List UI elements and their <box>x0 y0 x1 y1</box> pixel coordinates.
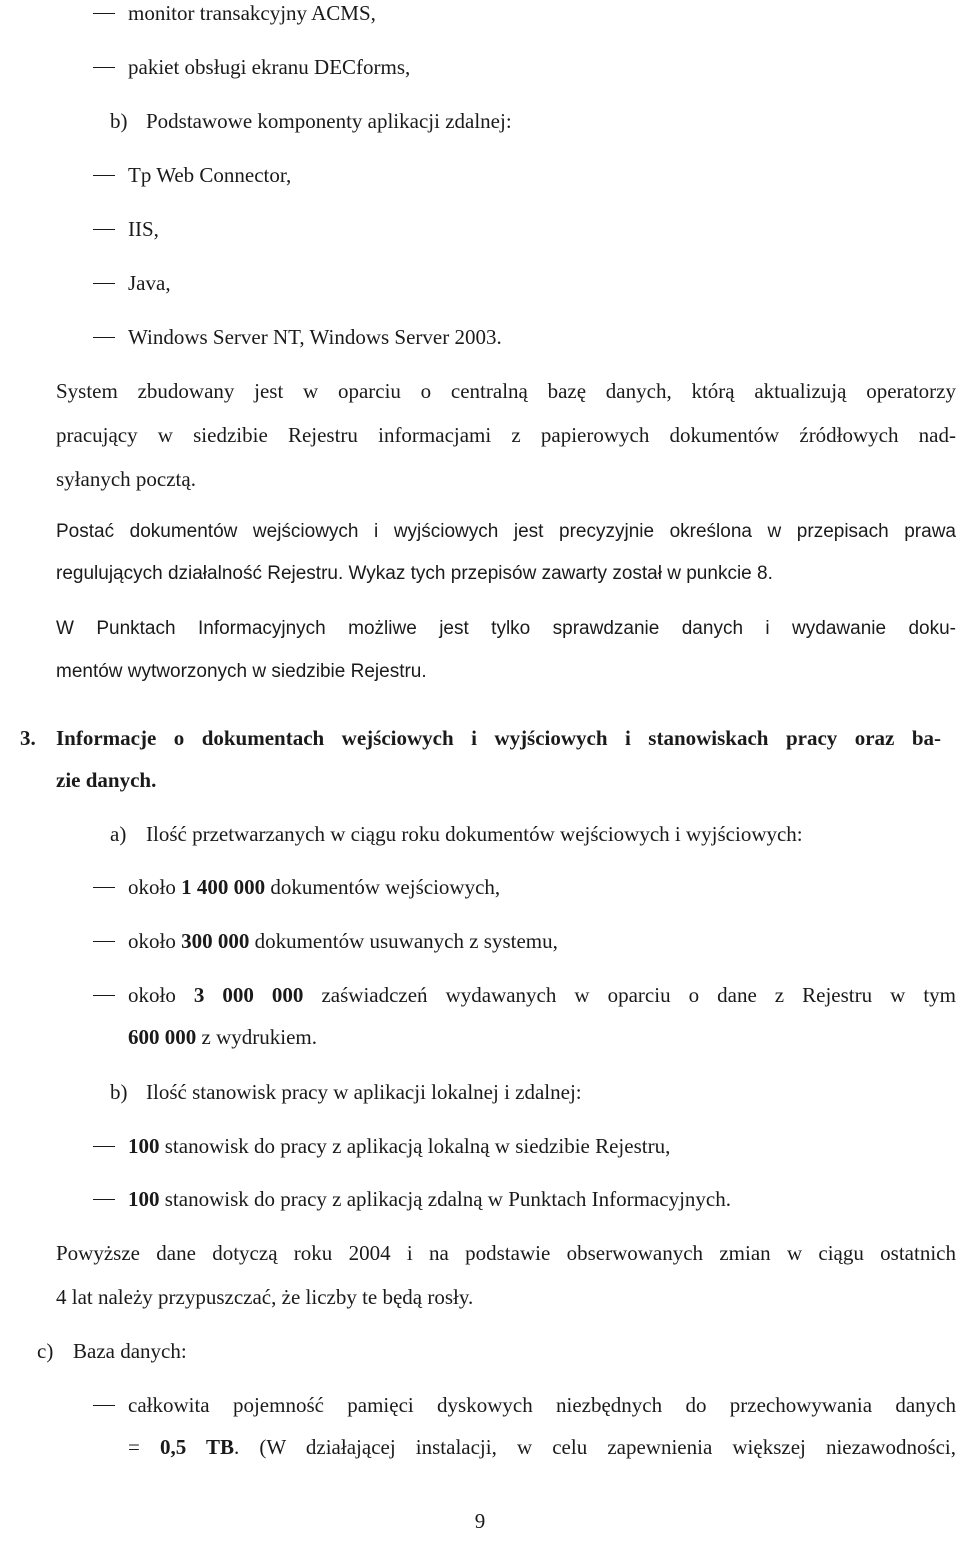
dash-marker <box>93 67 115 68</box>
dash-marker <box>93 1405 115 1406</box>
list-item: IIS, <box>128 217 159 241</box>
section-number: 3. <box>20 726 36 750</box>
paragraph-line: System zbudowany jest w oparciu o centralną bazę danych, którą aktualizują operatorzy <box>56 379 956 403</box>
list-item: monitor transakcyjny ACMS, <box>128 1 376 25</box>
paragraph-line: Postać dokumentów wejściowych i wyjściowych jest precyzyjnie określona w przepisach prawa <box>56 521 956 542</box>
paragraph-line: pracujący w siedzibie Rejestru informacjami z papierowych dokumentów źródłowych nad- <box>56 423 956 447</box>
dash-marker <box>93 1146 115 1147</box>
page-number: 9 <box>474 1509 486 1533</box>
paragraph-line: mentów wytworzonych w siedzibie Rejestru. <box>56 661 427 682</box>
list-item: całkowita pojemność pamięci dyskowych niezbędnych do przechowywania danych <box>128 1393 956 1417</box>
list-item: około 300 000 dokumentów usuwanych z systemu, <box>128 929 558 953</box>
dash-marker <box>93 229 115 230</box>
dash-marker <box>93 887 115 888</box>
dash-marker <box>93 1199 115 1200</box>
dash-marker <box>93 283 115 284</box>
list-item: 100 stanowisk do pracy z aplikacją lokalną w siedzibie Rejestru, <box>128 1134 671 1158</box>
dash-marker <box>93 175 115 176</box>
sub-marker: a) <box>110 822 127 846</box>
paragraph-line: W Punktach Informacyjnych możliwe jest tylko sprawdzanie danych i wydawanie doku- <box>56 618 956 639</box>
sub-heading: Ilość stanowisk pracy w aplikacji lokalnej i zdalnej: <box>146 1080 582 1104</box>
sub-heading: Ilość przetwarzanych w ciągu roku dokumentów wejściowych i wyjściowych: <box>146 822 803 846</box>
list-item: pakiet obsługi ekranu DECforms, <box>128 55 411 79</box>
dash-marker <box>93 995 115 996</box>
list-item: Java, <box>128 271 171 295</box>
list-item: Windows Server NT, Windows Server 2003. <box>128 325 502 349</box>
paragraph-line: Powyższe dane dotyczą roku 2004 i na podstawie obserwowanych zmian w ciągu ostatnich <box>56 1241 956 1265</box>
dash-marker <box>93 941 115 942</box>
sub-heading: Baza danych: <box>73 1339 187 1363</box>
list-item: około 3 000 000 zaświadczeń wydawanych w oparciu o dane z Rejestru w tym <box>128 983 956 1007</box>
section-heading: zie danych. <box>56 768 157 792</box>
paragraph-line: regulujących działalność Rejestru. Wykaz tych przepisów zawarty został w punkcie 8. <box>56 563 773 584</box>
paragraph-line: 4 lat należy przypuszczać, że liczby te będą rosły. <box>56 1285 474 1309</box>
list-item: około 1 400 000 dokumentów wejściowych, <box>128 875 501 899</box>
list-item-continuation: = 0,5 TB. (W działającej instalacji, w celu zapewnienia większej niezawodności, <box>128 1435 956 1459</box>
list-item-continuation: 600 000 z wydrukiem. <box>128 1025 317 1049</box>
dash-marker <box>93 13 115 14</box>
sub-marker: b) <box>110 1080 128 1104</box>
sub-marker: c) <box>37 1339 54 1363</box>
sub-heading: Podstawowe komponenty aplikacji zdalnej: <box>146 109 512 133</box>
paragraph-line: syłanych pocztą. <box>56 467 196 491</box>
dash-marker <box>93 337 115 338</box>
list-item: Tp Web Connector, <box>128 163 292 187</box>
sub-marker: b) <box>110 109 128 133</box>
list-item: 100 stanowisk do pracy z aplikacją zdalną w Punktach Informacyjnych. <box>128 1187 731 1211</box>
section-heading: Informacje o dokumentach wejściowych i wyjściowych i stanowiskach pracy oraz ba- <box>56 726 941 750</box>
